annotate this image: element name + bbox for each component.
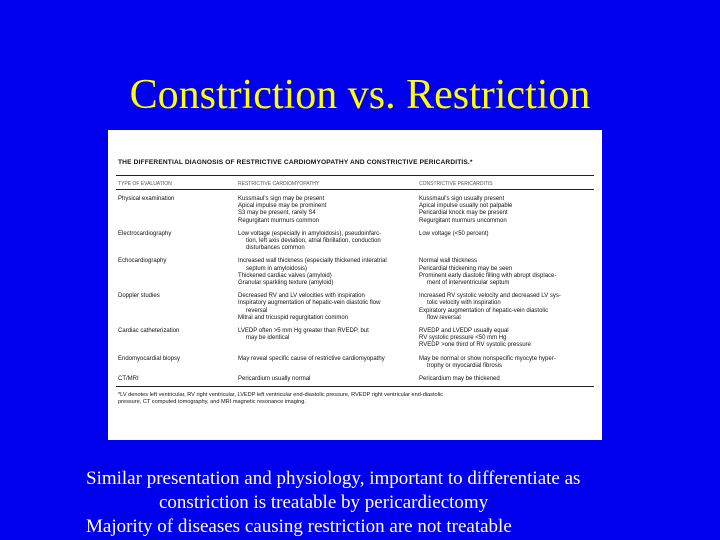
row-constrictive: [419, 231, 594, 253]
cell-line: flow reversal: [427, 314, 461, 321]
cell-line: ment of interventricular septum: [427, 280, 510, 287]
cell-line: trophy or myocardial fibrosis: [427, 362, 503, 369]
row-type: Doppler studies: [118, 293, 160, 300]
cell-line: Apical impulse may be prominent: [238, 203, 327, 210]
cell-line: RVEDP and LVEDP usually equal: [419, 328, 509, 335]
row-constrictive: [419, 258, 594, 287]
table-bottom-rule: [116, 386, 594, 387]
row-restrictive: [238, 376, 419, 383]
cell-line: Pericardium usually normal: [238, 376, 311, 383]
table-row: [116, 196, 594, 225]
row-restrictive: [238, 293, 419, 322]
row-restrictive: [238, 356, 419, 370]
table-header-row: [116, 176, 594, 189]
header-type: TYPE OF EVALUATION: [118, 181, 172, 187]
cell-line: tolic velocity with inspiration: [427, 300, 501, 307]
row-type: Endomyocardial biopsy: [118, 355, 181, 362]
cell-line: Prominent early diastolic filling with abrupt displace-: [419, 272, 557, 279]
row-restrictive: [238, 328, 419, 350]
cell-line: Normal wall thickness: [419, 258, 478, 265]
cell-line: May reveal specific cause of restrictive cardiomyopathy: [238, 355, 385, 362]
cell-line: Expiratory augmentation of hepatic-vein diastolic: [419, 307, 549, 314]
differential-diagnosis-table: [108, 130, 602, 440]
row-constrictive: [419, 376, 594, 383]
cell-line: Low voltage (especially in amyloidosis), pseudoinfarc-: [238, 230, 382, 237]
cell-line: Granular sparkling texture (amyloid): [238, 280, 334, 287]
table-row: [116, 231, 594, 253]
table-caption: THE DIFFERENTIAL DIAGNOSIS OF RESTRICTIVE CARDIOMYOPATHY AND CONSTRICTIVE PERICARDITIS.*: [118, 159, 473, 166]
cell-line: disturbances common: [246, 245, 305, 252]
row-restrictive: [238, 196, 419, 225]
cell-line: Thickened cardiac valves (amyloid): [238, 272, 332, 279]
cell-line: Kussmaul's sign may be present: [238, 196, 325, 202]
cell-line: LVEDP often >5 mm Hg greater than RVEDP, but: [238, 328, 369, 335]
table-footnote: [116, 392, 594, 406]
cell-line: Kussmaul's sign usually present: [419, 196, 505, 202]
cell-line: tion, left axis deviation, atrial fibrillation, conduction: [246, 238, 381, 245]
cell-line: Increased RV systolic velocity and decreased LV sys-: [419, 293, 561, 300]
cell-line: Regurgitant murmurs common: [238, 217, 320, 224]
header-restrictive: RESTRICTIVE CARDIOMYOPATHY: [238, 181, 320, 187]
cell-line: Pericardium may be thickened: [419, 376, 500, 383]
bullet-line: Similar presentation and physiology, important to differentiate as: [86, 468, 581, 489]
cell-line: Pericardial knock may be present: [419, 210, 508, 217]
cell-line: reversal: [246, 307, 268, 314]
table-row: [116, 293, 594, 322]
cell-line: May be normal or show nonspecific myocyte hyper-: [419, 355, 556, 362]
header-constrictive: CONSTRICTIVE PERICARDITIS: [419, 181, 493, 187]
cell-line: Inspiratory augmentation of hepatic-vein diastolic flow: [238, 300, 381, 307]
bullet-line: constriction is treatable by pericardiectomy: [159, 492, 489, 513]
table-row: [116, 328, 594, 350]
table-row: [116, 376, 594, 383]
slide-title: Constriction vs. Restriction: [129, 72, 591, 118]
footnote-line: pressure, CT computed tomography, and MRI magnetic resonance imaging.: [118, 399, 306, 406]
cell-line: Decreased RV and LV velocities with inspiration: [238, 293, 365, 300]
row-restrictive: [238, 231, 419, 253]
row-type: Electrocardiography: [118, 230, 172, 237]
row-type: Echocardiography: [118, 258, 167, 265]
table-row: [116, 258, 594, 287]
row-type: Physical examination: [118, 196, 175, 202]
row-restrictive: [238, 258, 419, 287]
row-constrictive: [419, 356, 594, 370]
table-row: [116, 356, 594, 370]
cell-line: Low voltage (<50 percent): [419, 230, 489, 237]
cell-line: RV systolic pressure <50 mm Hg: [419, 335, 507, 342]
row-constrictive: [419, 293, 594, 322]
slide-body: [86, 467, 580, 539]
cell-line: Pericardial thickening may be seen: [419, 265, 513, 272]
bullet-line: Majority of diseases causing restriction are not treatable: [86, 516, 512, 537]
cell-line: Regurgitant murmurs uncommon: [419, 217, 507, 224]
row-type: CT/MRI: [118, 376, 139, 383]
cell-line: may be identical: [246, 335, 290, 342]
footnote-line: *LV denotes left ventricular, RV right ventricular, LVEDP left ventricular end-diastolic pressure, RVEDP right ventricular end-diastolic: [118, 392, 443, 399]
row-type: Cardiac catheterization: [118, 328, 180, 335]
cell-line: Mitral and tricuspid regurgitation common: [238, 314, 349, 321]
cell-line: RVEDP >one third of RV systolic pressure: [419, 342, 531, 349]
row-constrictive: [419, 328, 594, 350]
row-constrictive: [419, 196, 594, 225]
cell-line: Increased wall thickness (especially thickened interatrial: [238, 258, 387, 265]
cell-line: Apical impulse usually not palpable: [419, 203, 513, 210]
cell-line: S3 may be present, rarely S4: [238, 210, 316, 217]
table-header-rule: [116, 189, 594, 190]
cell-line: septum in amyloidosis): [246, 265, 308, 272]
